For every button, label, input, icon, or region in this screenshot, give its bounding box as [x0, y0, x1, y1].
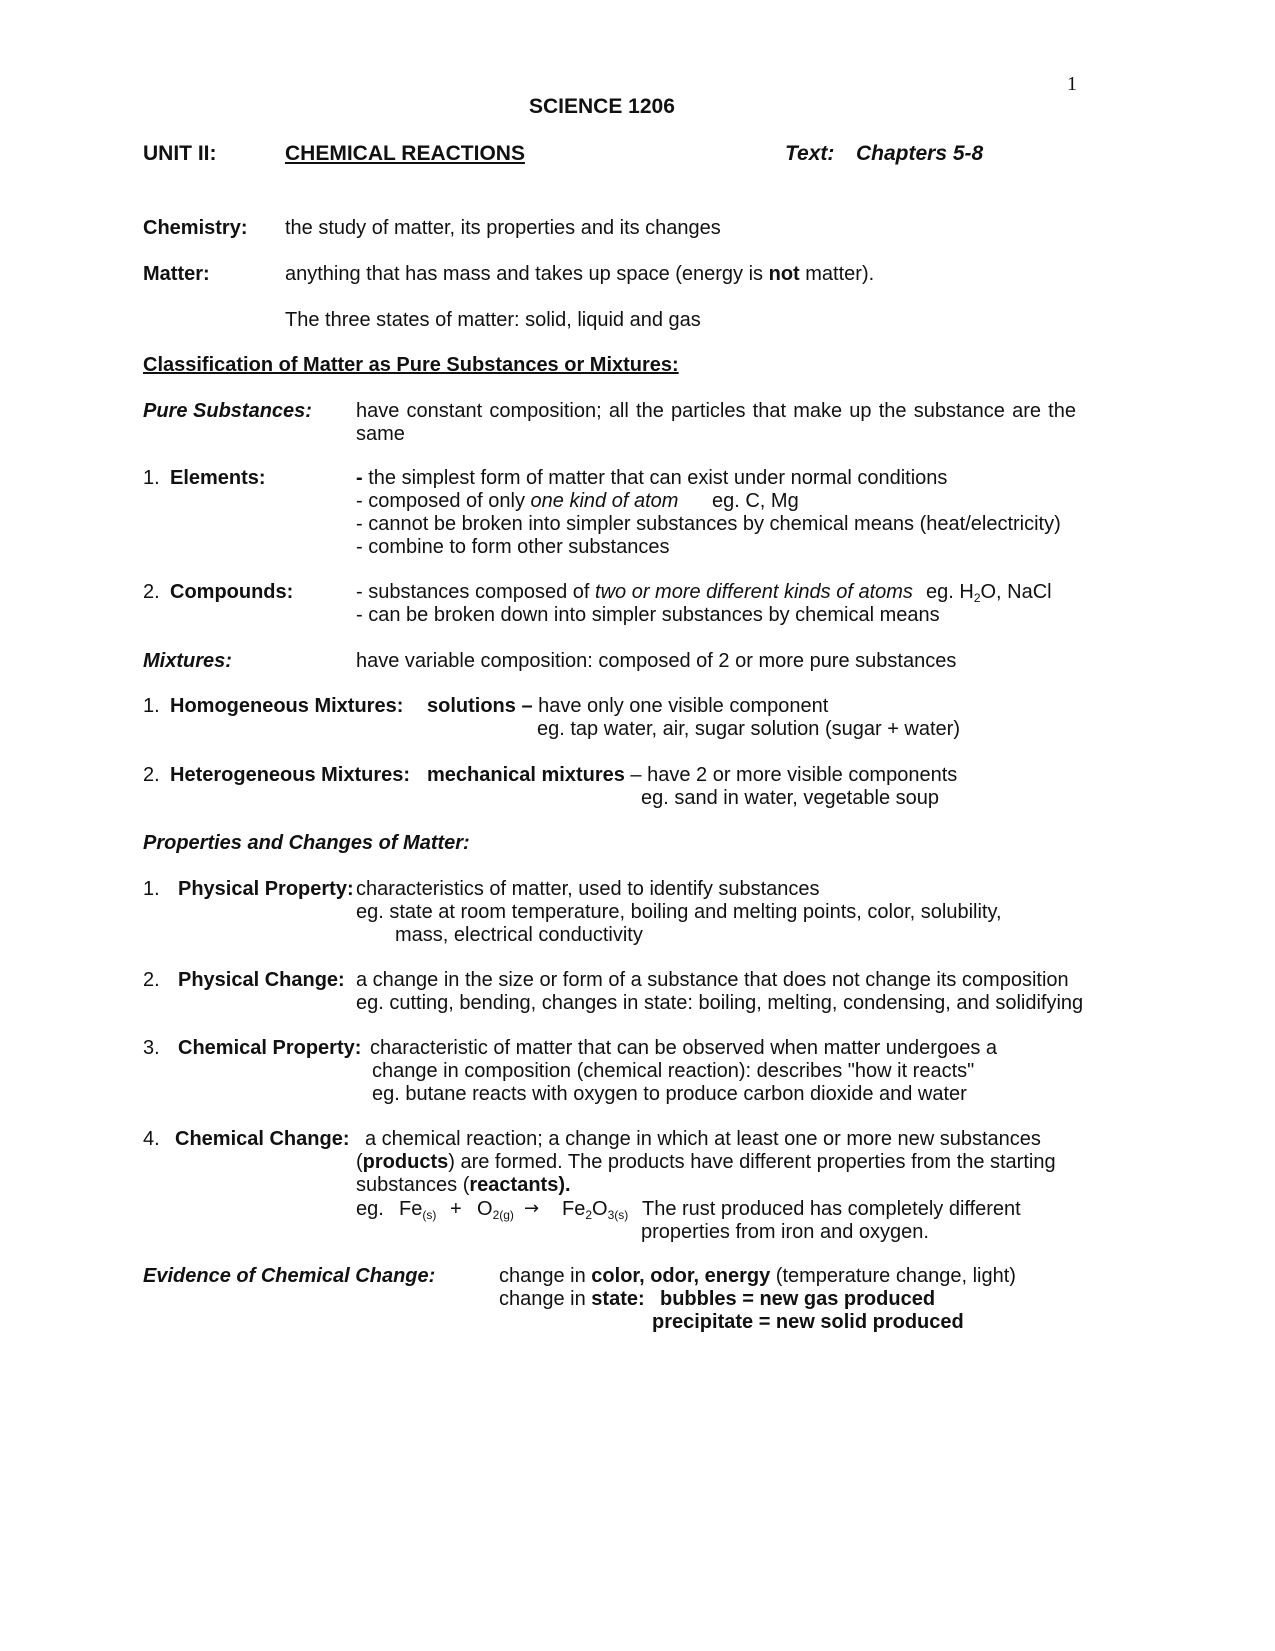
physical-change-term: Physical Change:: [178, 969, 345, 991]
chemical-property-line3: eg. butane reacts with oxygen to produce carbon dioxide and water: [372, 1083, 967, 1105]
chemical-change-number: 4.: [143, 1128, 160, 1150]
compounds-example: eg. $H_2O$, NaCl: [926, 581, 1052, 605]
unit-label: UNIT II:: [143, 142, 217, 165]
chemical-change-line3: substances (reactants).: [356, 1174, 571, 1196]
elements-line1: - the simplest form of matter that can exist under normal conditions: [356, 467, 948, 489]
elements-line4: - combine to form other substances: [356, 536, 670, 558]
physical-change-line1: a change in the size or form of a substance that does not change its composition: [356, 969, 1069, 991]
chemical-change-term: Chemical Change:: [175, 1128, 350, 1150]
evidence-line2: change in state:: [499, 1288, 645, 1310]
mixtures-definition: have variable composition: composed of 2 or more pure substances: [356, 650, 957, 672]
elements-line3: - cannot be broken into simpler substances by chemical means (heat/electricity): [356, 513, 1061, 535]
equation-product-rust: $Fe_2O_{3(s)}$: [562, 1198, 629, 1222]
pure-substances-term: Pure Substances:: [143, 400, 312, 422]
physical-change-number: 2.: [143, 969, 160, 991]
pure-substances-line1: have constant composition; all the particles that make up the substance are the: [356, 400, 1076, 422]
homogeneous-description: solutions – have only one visible component: [427, 695, 829, 717]
heterogeneous-example: eg. sand in water, vegetable soup: [641, 787, 939, 809]
evidence-term: Evidence of Chemical Change:: [143, 1265, 436, 1287]
chemical-change-line1: a chemical reaction; a change in which at least one or more new substances: [365, 1128, 1041, 1150]
text-chapters: Chapters 5-8: [856, 142, 984, 165]
chemical-property-number: 3.: [143, 1037, 160, 1059]
equation-reactant-oxygen: $O_{2(g)}$: [477, 1198, 514, 1222]
equation-note-line2: properties from iron and oxygen.: [641, 1221, 929, 1243]
matter-term: Matter:: [143, 263, 210, 285]
compounds-line1: - substances composed of two or more different kinds of atoms: [356, 581, 913, 603]
evidence-precipitate: precipitate = new solid produced: [652, 1311, 964, 1333]
elements-number: 1.: [143, 467, 160, 489]
evidence-line1: change in color, odor, energy (temperature change, light): [499, 1265, 1016, 1287]
classification-heading: Classification of Matter as Pure Substances or Mixtures:: [143, 354, 679, 376]
elements-example: eg. C, Mg: [712, 490, 799, 512]
chemistry-definition: the study of matter, its properties and its changes: [285, 217, 721, 239]
chemical-change-line2: (products) are formed. The products have different properties from the starting: [356, 1151, 1056, 1173]
heterogeneous-description: mechanical mixtures – have 2 or more visible components: [427, 764, 958, 786]
chemical-property-line1: characteristic of matter that can be observed when matter undergoes a: [370, 1037, 998, 1059]
physical-property-number: 1.: [143, 878, 160, 900]
page-number: 1: [1067, 73, 1077, 95]
equation-eg: eg.: [356, 1198, 384, 1220]
equation-plus: +: [450, 1198, 462, 1220]
physical-property-line2: eg. state at room temperature, boiling and melting points, color, solubility,: [356, 901, 1002, 923]
chemistry-term: Chemistry:: [143, 217, 248, 239]
compounds-number: 2.: [143, 581, 160, 603]
physical-property-term: Physical Property:: [178, 878, 354, 900]
matter-states: The three states of matter: solid, liquid and gas: [285, 309, 701, 331]
compounds-term: Compounds:: [170, 581, 294, 603]
evidence-bubbles: bubbles = new gas produced: [660, 1288, 936, 1310]
homogeneous-number: 1.: [143, 695, 160, 717]
compounds-line2: - can be broken down into simpler substances by chemical means: [356, 604, 940, 626]
elements-line2: - composed of only one kind of atom: [356, 490, 679, 512]
chemical-property-term: Chemical Property:: [178, 1037, 362, 1059]
physical-property-line3: mass, electrical conductivity: [395, 924, 643, 946]
unit-title: CHEMICAL REACTIONS: [285, 142, 525, 165]
pure-substances-line2: same: [356, 423, 405, 445]
physical-property-line1: characteristics of matter, used to identify substances: [356, 878, 820, 900]
equation-reactant-iron: $Fe_{(s)}$: [399, 1198, 437, 1222]
text-label: Text:: [785, 142, 835, 165]
course-title: SCIENCE 1206: [529, 95, 675, 118]
homogeneous-term: Homogeneous Mixtures:: [170, 695, 404, 717]
mixtures-term: Mixtures:: [143, 650, 232, 672]
elements-term: Elements:: [170, 467, 266, 489]
physical-change-line2: eg. cutting, bending, changes in state: boiling, melting, condensing, and solidifying: [356, 992, 1084, 1014]
matter-definition: anything that has mass and takes up space (energy is not matter).: [285, 263, 875, 285]
heterogeneous-term: Heterogeneous Mixtures:: [170, 764, 411, 786]
heterogeneous-number: 2.: [143, 764, 160, 786]
equation-arrow: →: [524, 1198, 540, 1219]
homogeneous-example: eg. tap water, air, sugar solution (sugar + water): [537, 718, 960, 740]
equation-note-line1: The rust produced has completely different: [642, 1198, 1021, 1220]
properties-heading: Properties and Changes of Matter:: [143, 832, 470, 854]
chemical-property-line2: change in composition (chemical reaction): describes "how it reacts": [372, 1060, 975, 1082]
